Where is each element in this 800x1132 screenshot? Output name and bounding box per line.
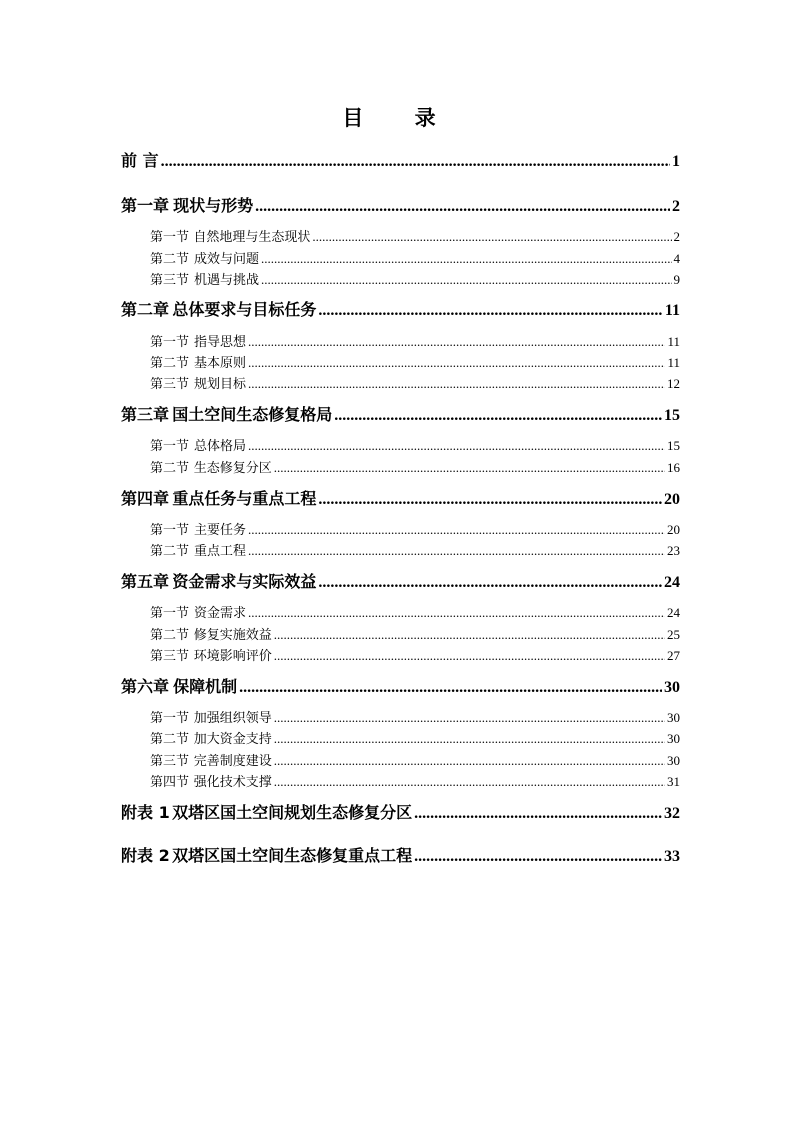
toc-entry-title: 基本原则	[194, 356, 247, 371]
toc-entry-number: 第一节	[150, 439, 190, 454]
toc-entry-number: 第三节	[150, 754, 190, 769]
toc-chapter-entry[interactable]	[121, 297, 680, 319]
toc-dot-leader	[248, 376, 665, 392]
toc-chapter-entry[interactable]	[121, 800, 680, 822]
toc-entry-number: 第四节	[150, 775, 190, 790]
toc-page-number: 2	[672, 198, 680, 215]
toc-entry-number: 前 言	[121, 151, 159, 170]
toc-section-entry[interactable]	[150, 457, 680, 475]
toc-page-number: 30	[667, 753, 680, 768]
toc-dot-leader	[248, 334, 665, 350]
toc-entry-title: 完善制度建设	[193, 754, 272, 769]
toc-dot-leader	[318, 574, 662, 592]
toc-entry-number: 第一节	[150, 711, 190, 726]
toc-entry-number: 第三节	[150, 273, 190, 288]
toc-entry-title: 主要任务	[194, 523, 247, 538]
toc-entry-number: 第二节	[150, 356, 190, 371]
toc-entry-title: 自然地理与生态现状	[193, 230, 311, 245]
toc-entry-title: 强化技术支撑	[193, 775, 272, 790]
toc-entry-number: 第二节	[150, 732, 190, 747]
toc-page-number: 30	[664, 679, 680, 696]
toc-chapter-entry[interactable]	[121, 674, 680, 696]
toc-entry-title: 生态修复分区	[193, 461, 272, 476]
toc-entry-title: 总体要求与目标任务	[172, 300, 317, 319]
toc-page-number: 27	[667, 648, 680, 663]
toc-entry-title: 加大资金支持	[193, 732, 272, 747]
toc-page-number: 2	[673, 229, 680, 244]
toc-entry-title: 修复实施效益	[193, 628, 272, 643]
toc-entry-title: 成效与问题	[193, 252, 259, 267]
toc-section-entry[interactable]	[150, 226, 680, 244]
toc-entry-title: 重点工程	[194, 544, 247, 559]
toc-chapter-entry[interactable]	[121, 148, 680, 170]
toc-page-number: 20	[664, 491, 680, 508]
toc-page-number: 33	[664, 848, 680, 865]
toc-entry-number: 第二节	[150, 461, 190, 476]
toc-entry-number: 第二章	[121, 300, 170, 319]
toc-dot-leader	[414, 848, 662, 866]
toc-dot-leader	[261, 251, 672, 267]
toc-page-number: 11	[667, 355, 680, 370]
toc-page-number: 24	[664, 574, 680, 591]
toc-entry-number: 第一节	[150, 606, 190, 621]
toc-dot-leader	[255, 198, 670, 216]
toc-dot-leader	[318, 302, 662, 320]
toc-entry-number: 第五章	[121, 572, 170, 591]
toc-section-entry[interactable]	[150, 435, 680, 453]
toc-entry-title: 双塔区国土空间生态修复重点工程	[172, 846, 413, 865]
toc-page-number: 4	[673, 251, 680, 266]
toc-page-number: 11	[664, 302, 680, 319]
toc-page-number: 9	[673, 272, 680, 287]
toc-section-entry[interactable]	[150, 602, 680, 620]
toc-section-entry[interactable]	[150, 750, 680, 768]
toc-page-number: 23	[667, 543, 680, 558]
toc-dot-leader	[248, 355, 665, 371]
toc-page-number: 15	[664, 407, 680, 424]
toc-dot-leader	[261, 272, 672, 288]
toc-entry-number: 第二节	[150, 252, 190, 267]
toc-page-number: 20	[667, 522, 680, 537]
toc-section-entry[interactable]	[150, 707, 680, 725]
toc-section-entry[interactable]	[150, 352, 680, 370]
toc-entry-title: 重点任务与重点工程	[172, 489, 317, 508]
toc-page-number: 15	[667, 438, 680, 453]
toc-page-number: 30	[667, 710, 680, 725]
toc-section-entry[interactable]	[150, 645, 680, 663]
toc-dot-leader	[312, 229, 671, 245]
toc-entry-number: 第三节	[150, 377, 190, 392]
toc-dot-leader	[334, 407, 662, 425]
toc-entry-title: 规划目标	[194, 377, 247, 392]
toc-chapter-entry[interactable]	[121, 569, 680, 591]
toc-entry-number: 第六章	[121, 677, 170, 696]
toc-dot-leader	[274, 753, 665, 769]
toc-entry-title: 机遇与挑战	[193, 273, 259, 288]
toc-entry-title: 资金需求与实际效益	[172, 572, 317, 591]
toc-dot-leader	[274, 710, 665, 726]
toc-entry-number: 第三章	[121, 405, 170, 424]
toc-dot-leader	[239, 679, 662, 697]
toc-entry-number: 第三节	[150, 649, 190, 664]
toc-dot-leader	[248, 605, 665, 621]
toc-entry-title: 现状与形势	[173, 196, 254, 215]
toc-title: 目 录	[342, 106, 458, 130]
toc-page-number: 30	[667, 731, 680, 746]
toc-dot-leader	[274, 460, 665, 476]
toc-section-entry[interactable]	[150, 624, 680, 642]
toc-dot-leader	[274, 731, 665, 747]
toc-section-entry[interactable]	[150, 540, 680, 558]
toc-entry-number: 第二节	[150, 544, 190, 559]
toc-entry-title: 资金需求	[194, 606, 247, 621]
toc-section-entry[interactable]	[150, 519, 680, 537]
toc-page-number: 24	[667, 605, 680, 620]
toc-dot-leader	[414, 805, 662, 823]
toc-section-entry[interactable]	[150, 373, 680, 391]
toc-entry-number: 附表 1	[121, 803, 170, 822]
toc-chapter-entry[interactable]	[121, 402, 680, 424]
toc-entry-title: 指导思想	[194, 335, 247, 350]
toc-page-number: 32	[664, 805, 680, 822]
toc-dot-leader	[161, 153, 670, 171]
toc-dot-leader	[248, 543, 665, 559]
toc-section-entry[interactable]	[150, 269, 680, 287]
toc-entry-number: 第一节	[150, 230, 190, 245]
toc-page-number: 25	[667, 627, 680, 642]
toc-dot-leader	[318, 491, 662, 509]
toc-chapter-entry[interactable]	[121, 843, 680, 865]
toc-entry-number: 第一章	[121, 196, 170, 215]
toc-chapter-entry[interactable]	[121, 193, 680, 215]
toc-entry-number: 第一节	[150, 335, 190, 350]
toc-section-entry[interactable]	[150, 331, 680, 349]
toc-entry-title: 环境影响评价	[193, 649, 272, 664]
toc-chapter-entry[interactable]	[121, 486, 680, 508]
toc-section-entry[interactable]	[150, 248, 680, 266]
toc-section-entry[interactable]	[150, 771, 680, 789]
toc-page-number: 16	[667, 460, 680, 475]
toc-dot-leader	[248, 438, 665, 454]
toc-entry-number: 第四章	[121, 489, 170, 508]
toc-entry-number: 附表 2	[121, 846, 170, 865]
toc-entry-title: 加强组织领导	[193, 711, 272, 726]
toc-dot-leader	[274, 627, 665, 643]
toc-entry-title: 保障机制	[173, 677, 238, 696]
toc-page-number: 1	[672, 153, 680, 170]
toc-entry-number: 第一节	[150, 523, 190, 538]
toc-entry-title: 国土空间生态修复格局	[172, 405, 333, 424]
toc-page-number: 31	[667, 774, 680, 789]
toc-page-number: 12	[667, 376, 680, 391]
toc-page-number: 11	[667, 334, 680, 349]
toc-dot-leader	[274, 774, 665, 790]
toc-entry-number: 第二节	[150, 628, 190, 643]
toc-entry-title: 双塔区国土空间规划生态修复分区	[172, 803, 413, 822]
toc-dot-leader	[248, 522, 665, 538]
toc-dot-leader	[274, 648, 665, 664]
toc-entry-title: 总体格局	[194, 439, 247, 454]
toc-section-entry[interactable]	[150, 728, 680, 746]
